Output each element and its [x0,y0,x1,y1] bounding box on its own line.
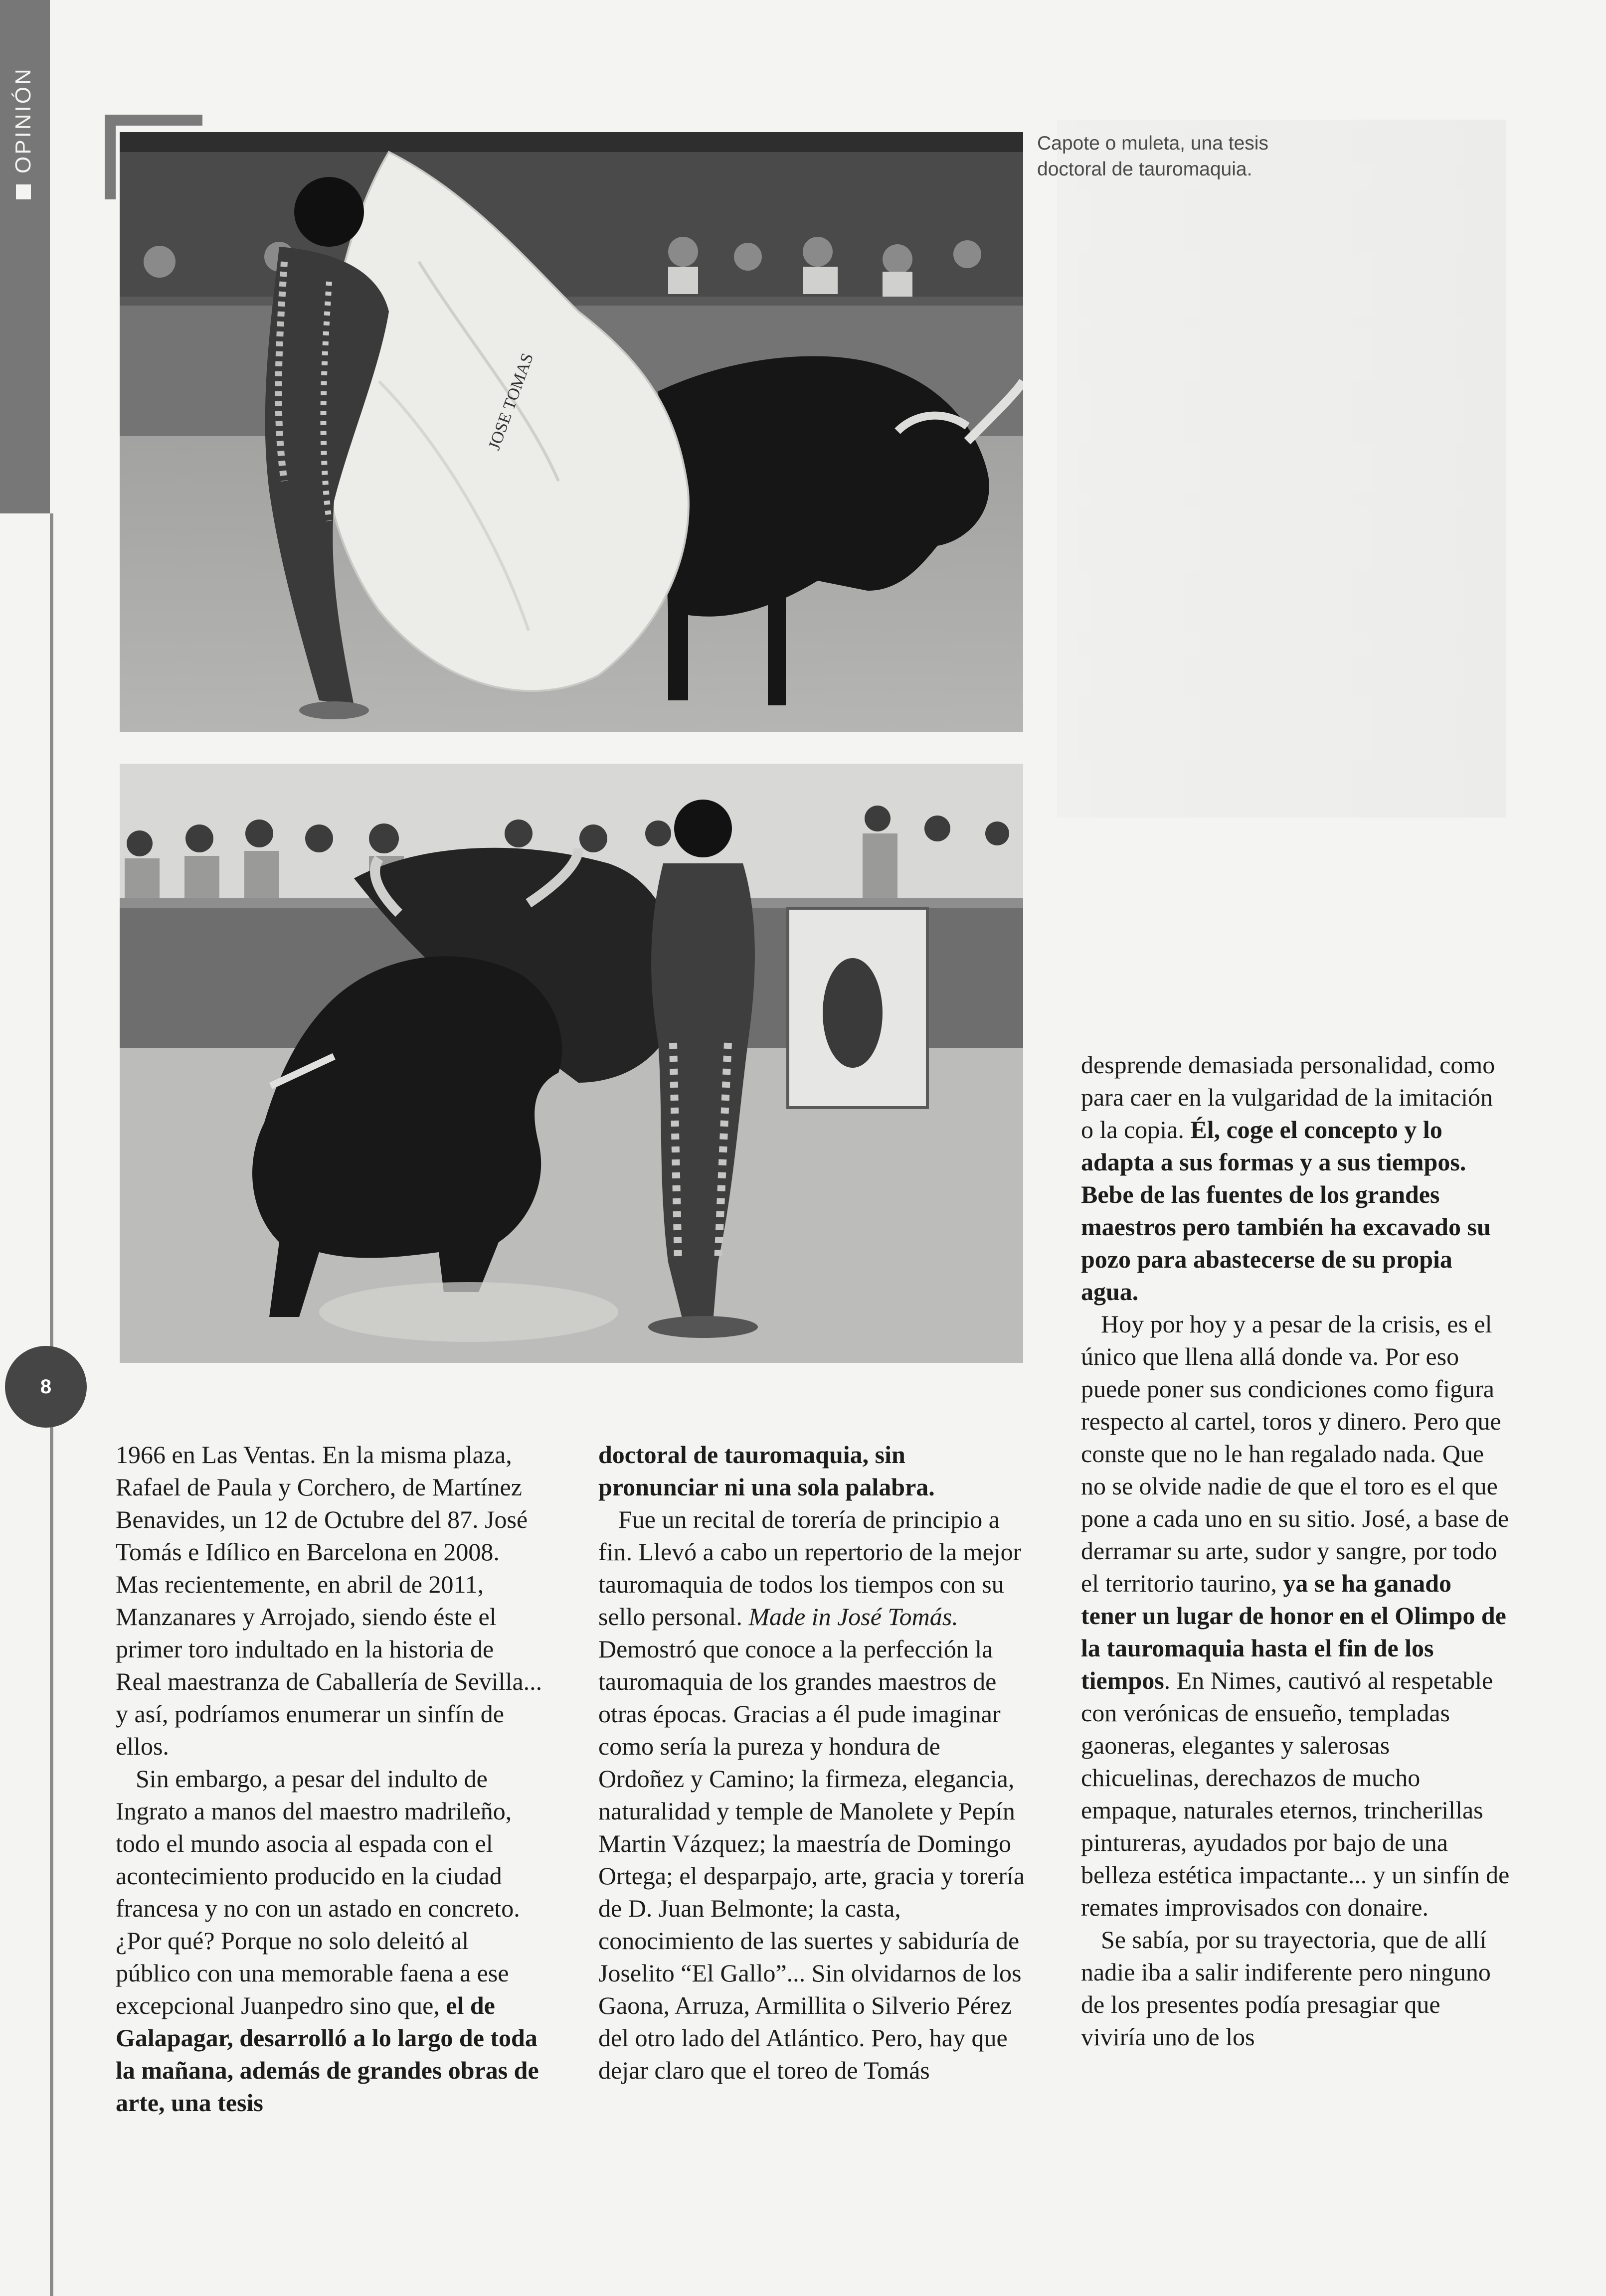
text-column-3 [1081,1049,1510,2053]
paragraph: Sin embargo, a pesar del indulto de Ingrato a manos del maestro madrileño, todo el mundo asocia al espada con el acontecimiento producido en la ciudad francesa y no con un astado en concreto. ¿Por qué? Porque no solo deleitó al público con una memorable faena a ese excepcional Juanpedro sino que, el de Galapagar, desarrolló a lo largo de toda la mañana, además de grandes obras de arte, una tesis [116,1765,539,2117]
paragraph: Fue un recital de torería de principio a fin. Llevó a cabo un repertorio de la mejor tauromaquia de todos los tiempos con su sello personal. Made in José Tomás. Demostró que conoce a la perfección la tauromaquia de los grandes maestros de otras épocas. Gracias a él pude imaginar como sería la pureza y hondura de Ordoñez y Camino; la firmeza, elegancia, naturalidad y temple de Manolete y Pepín Martin Vázquez; la maestría de Domingo Ortega; el desparpajo, arte, gracia y torería de D. Juan Belmonte; la casta, conocimiento de las suertes y sabiduría de Joselito “El Gallo”... Sin olvidarnos de los Gaona, Arruza, Armillita o Silverio Pérez del otro lado del Atlántico. Pero, hay que dejar claro que el toreo de Tomás [598,1505,1025,2084]
photo-matador-cape-pass [120,132,1023,732]
text-column-1 [116,1439,544,2119]
section-label: OPINIÓN [11,67,35,173]
italic-phrase: Made in José Tomás. [748,1603,958,1631]
paragraph: Se sabía, por su trayectoria, que de allí nadie iba a salir indiferente pero ninguno de los presentes podía presagiar que viviría uno de los [1081,1926,1491,2051]
cape-name-text: JOSE TOMAS [485,350,537,453]
paragraph: 1966 en Las Ventas. En la misma plaza, Rafael de Paula y Corchero, de Martínez Benavides, un 12 de Octubre del 87. José Tomás e Idílico en Barcelona en 2008. Mas recientemente, en abril de 2011, Manzanares y Arrojado, siendo éste el primer toro indultado en la historia de Real maestranza de Caballería de Sevilla... y así, podríamos enumerar un sinfín de ellos. [116,1441,542,1760]
bold-highlight: ya se ha ganado tener un lugar de honor en el Olimpo de la tauromaquia hasta el fin de los tiempos [1081,1569,1506,1694]
facing-page-bleed [1057,120,1506,818]
photo-matador-muleta [120,764,1023,1363]
section-square-icon [16,184,31,199]
page-number: 8 [5,1346,87,1428]
text-column-2 [598,1439,1027,2087]
bold-highlight: Él, coge el concepto y lo adapta a sus formas y a sus tiempos. Bebe de las fuentes de los grandes maestros pero también ha excavado su pozo para abastecerse de su propia agua. [1081,1116,1491,1306]
section-tag [11,67,36,199]
bold-highlight: el de Galapagar, desarrolló a lo largo de toda la mañana, además de grandes obras de arte, una tesis [116,1991,539,2117]
photo-caption: Capote o muleta, una tesis doctoral de tauromaquia. [1037,133,1268,180]
paragraph: desprende demasiada personalidad, como para caer en la vulgaridad de la imitación o la copia. Él, coge el concepto y lo adapta a sus formas y a sus tiempos. Bebe de las fuentes de los grandes maestros pero también ha excavado su pozo para abastecerse de su propia agua. [1081,1051,1495,1306]
paragraph [598,1439,1027,1503]
paragraph: Hoy por hoy y a pesar de la crisis, es el único que llena allá donde va. Por eso puede poner sus condiciones como figura respecto al cartel, toros y dinero. Pero que conste que no le han regalado nada. Que no se olvide nadie de que el toro es el que pone a cada uno en su sitio. José, a base de derramar su arte, sudor y sangre, por todo el territorio taurino, ya se ha ganado tener un lugar de honor en el Olimpo de la tauromaquia hasta el fin de los tiempos. En Nimes, cautivó al respetable con verónicas de ensueño, templadas gaoneras, elegantes y salerosas chicuelinas, derechazos de mucho empaque, naturales eternos, trincherillas pintureras, ayudados por bajo de una belleza estética impactante... y un sinfín de remates improvisados con donaire. [1081,1310,1510,1921]
bold-highlight: doctoral de tauromaquia, sin pronunciar ni una sola palabra. [598,1441,935,1501]
